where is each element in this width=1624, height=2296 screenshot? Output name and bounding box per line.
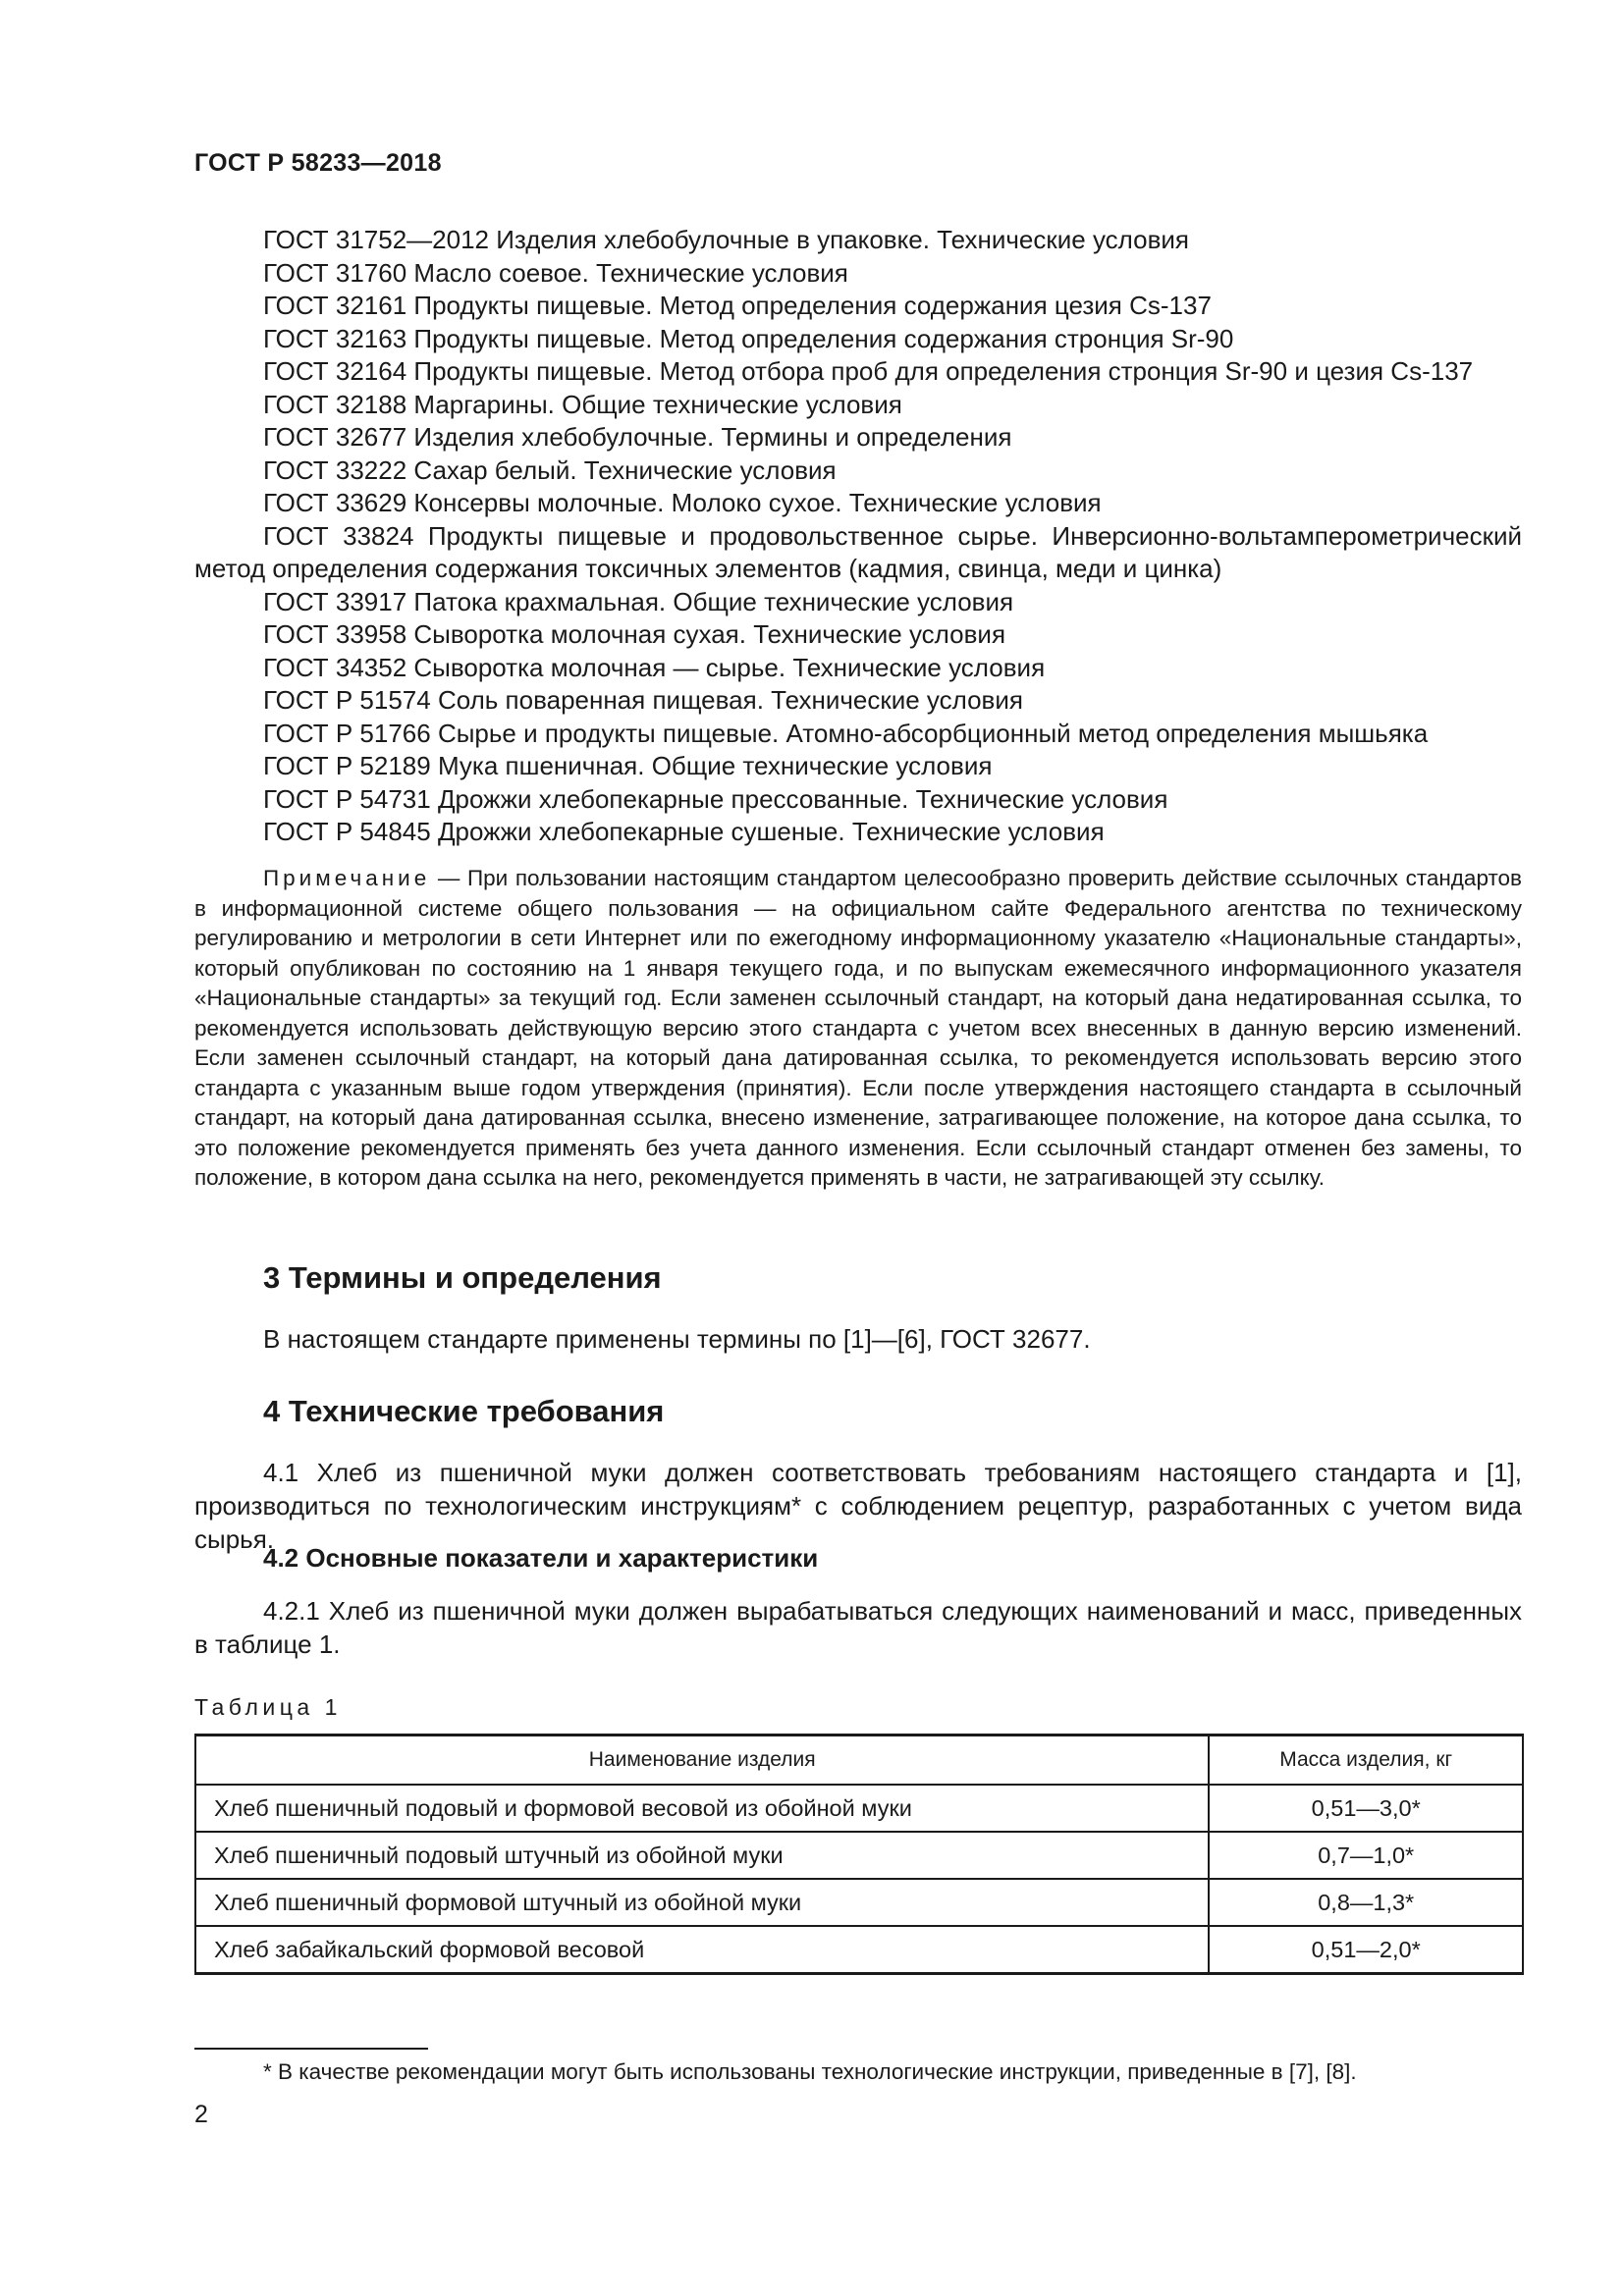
section-3-text-content: В настоящем стандарте применены термины по [1]—[6], ГОСТ 32677. xyxy=(263,1324,1091,1354)
reference-item: ГОСТ Р 51574 Соль поваренная пищевая. Технические условия xyxy=(263,685,1023,715)
table-caption: Таблица 1 xyxy=(194,1694,342,1720)
reference-item: ГОСТ 33958 Сыворотка молочная сухая. Технические условия xyxy=(263,619,1006,649)
reference-item: ГОСТ 33824 Продукты пищевые и продовольственное сырье. Инверсионно-вольтамперометрический метод определения содержания токсичных элементов (кадмия, свинца, меди и цинка) xyxy=(194,520,1522,583)
reference-item: ГОСТ 32161 Продукты пищевые. Метод определения содержания цезия Cs-137 xyxy=(263,291,1212,320)
reference-item: ГОСТ 33629 Консервы молочные. Молоко сухое. Технические условия xyxy=(263,488,1102,517)
references-note xyxy=(194,864,1522,1194)
section-3-title: 3 Термины и определения xyxy=(263,1260,662,1295)
reference-item: ГОСТ 31760 Масло соевое. Технические условия xyxy=(263,257,848,288)
product-mass-cell: 0,7—1,0* xyxy=(1209,1832,1523,1879)
section-4-title: 4 Технические требования xyxy=(263,1394,665,1428)
product-name-cell: Хлеб пшеничный подовый и формовой весовой из обойной муки xyxy=(195,1785,1209,1832)
footnote: * В качестве рекомендации могут быть использованы технологические инструкции, приведенные в [7], [8]. xyxy=(263,2059,1357,2084)
reference-item: ГОСТ Р 51766 Сырье и продукты пищевые. Атомно-абсорбционный метод определения мышьяка xyxy=(263,718,1429,748)
reference-item: ГОСТ 33222 Сахар белый. Технические условия xyxy=(263,454,837,485)
table-row xyxy=(195,1832,1523,1879)
product-mass-cell: 0,51—2,0* xyxy=(1209,1926,1523,1974)
column-header-mass: Масса изделия, кг xyxy=(1209,1735,1523,1786)
reference-item: ГОСТ 32164 Продукты пищевые. Метод отбора проб для определения стронция Sr-90 и цезия Cs-137 xyxy=(263,356,1474,386)
table-row xyxy=(195,1785,1523,1832)
subsection-4-2-title: 4.2 Основные показатели и характеристики xyxy=(263,1543,819,1573)
product-name-cell: Хлеб пшеничный формовой штучный из обойной муки xyxy=(195,1879,1209,1926)
table-row xyxy=(195,1926,1523,1974)
reference-item: ГОСТ 32188 Маргарины. Общие технические условия xyxy=(263,389,902,419)
product-mass-cell: 0,51—3,0* xyxy=(1209,1785,1523,1832)
note-text: — При пользовании настоящим стандартом целесообразно проверить действие ссылочных стандартов в информационной системе общего пользования — на официальном сайте Федерального агентства по техническому регулированию и метрологии в сети Интернет или по ежегодному информационному указателю «Национальные стандарты», который опубликован по состоянию на 1 января текущего года, и по выпускам ежемесячного информационного указателя «Национальные стандарты» за текущий год. Если заменен ссылочный стандарт, на который дана недатированная ссылка, то рекомендуется использовать действующую версию этого стандарта с учетом всех внесенных в данную версию изменений. Если заменен ссылочный стандарт, на который дана датированная ссылка, то рекомендуется использовать версию этого стандарта с указанным выше годом утверждения (принятия). Если после утверждения настоящего стандарта в ссылочный стандарт, на который дана датированная ссылка, внесено изменение, затрагивающее положение, на которое дана ссылка, то это положение рекомендуется применять без учета данного изменения. Если ссылочный стандарт отменен без замены, то положение, в котором дана ссылка на него, рекомендуется применять в части, не затрагивающей эту ссылку. xyxy=(194,866,1522,1190)
table-header-row xyxy=(195,1735,1523,1786)
paragraph-4-1 xyxy=(194,1456,1522,1556)
product-name-cell: Хлеб пшеничный подовый штучный из обойной муки xyxy=(195,1832,1209,1879)
table-1 xyxy=(194,1734,1524,1975)
reference-item: ГОСТ Р 54731 Дрожжи хлебопекарные прессованные. Технические условия xyxy=(263,783,1168,814)
section-3-text xyxy=(194,1322,1522,1356)
reference-item: ГОСТ Р 52189 Мука пшеничная. Общие технические условия xyxy=(263,751,993,780)
reference-item: ГОСТ 33917 Патока крахмальная. Общие технические условия xyxy=(263,586,1014,616)
note-lead: Примечание xyxy=(263,866,431,890)
page-number: 2 xyxy=(194,2101,208,2128)
paragraph-4-2-1 xyxy=(194,1594,1522,1661)
reference-item: ГОСТ 32677 Изделия хлебобулочные. Термины и определения xyxy=(263,422,1012,452)
footnote-separator xyxy=(194,2048,428,2050)
product-mass-cell: 0,8—1,3* xyxy=(1209,1879,1523,1926)
table-row xyxy=(195,1879,1523,1926)
column-header-name: Наименование изделия xyxy=(195,1735,1209,1786)
paragraph-4-2-1-text: 4.2.1 Хлеб из пшеничной муки должен вырабатываться следующих наименований и масс, приведенных в таблице 1. xyxy=(194,1596,1522,1659)
product-name-cell: Хлеб забайкальский формовой весовой xyxy=(195,1926,1209,1974)
reference-item: ГОСТ 32163 Продукты пищевые. Метод определения содержания стронция Sr-90 xyxy=(263,323,1234,353)
paragraph-4-1-text: 4.1 Хлеб из пшеничной муки должен соответствовать требованиям настоящего стандарта и [1], производиться по технологическим инструкциям* с соблюдением рецептур, разработанных с учетом вида сырья. xyxy=(194,1458,1522,1554)
reference-item: ГОСТ Р 54845 Дрожжи хлебопекарные сушеные. Технические условия xyxy=(263,817,1105,846)
document-header: ГОСТ Р 58233—2018 xyxy=(194,149,442,177)
reference-item: ГОСТ 34352 Сыворотка молочная — сырье. Технические условия xyxy=(263,652,1046,682)
normative-references-list xyxy=(194,224,1522,849)
reference-item: ГОСТ 31752—2012 Изделия хлебобулочные в упаковке. Технические условия xyxy=(263,225,1190,254)
